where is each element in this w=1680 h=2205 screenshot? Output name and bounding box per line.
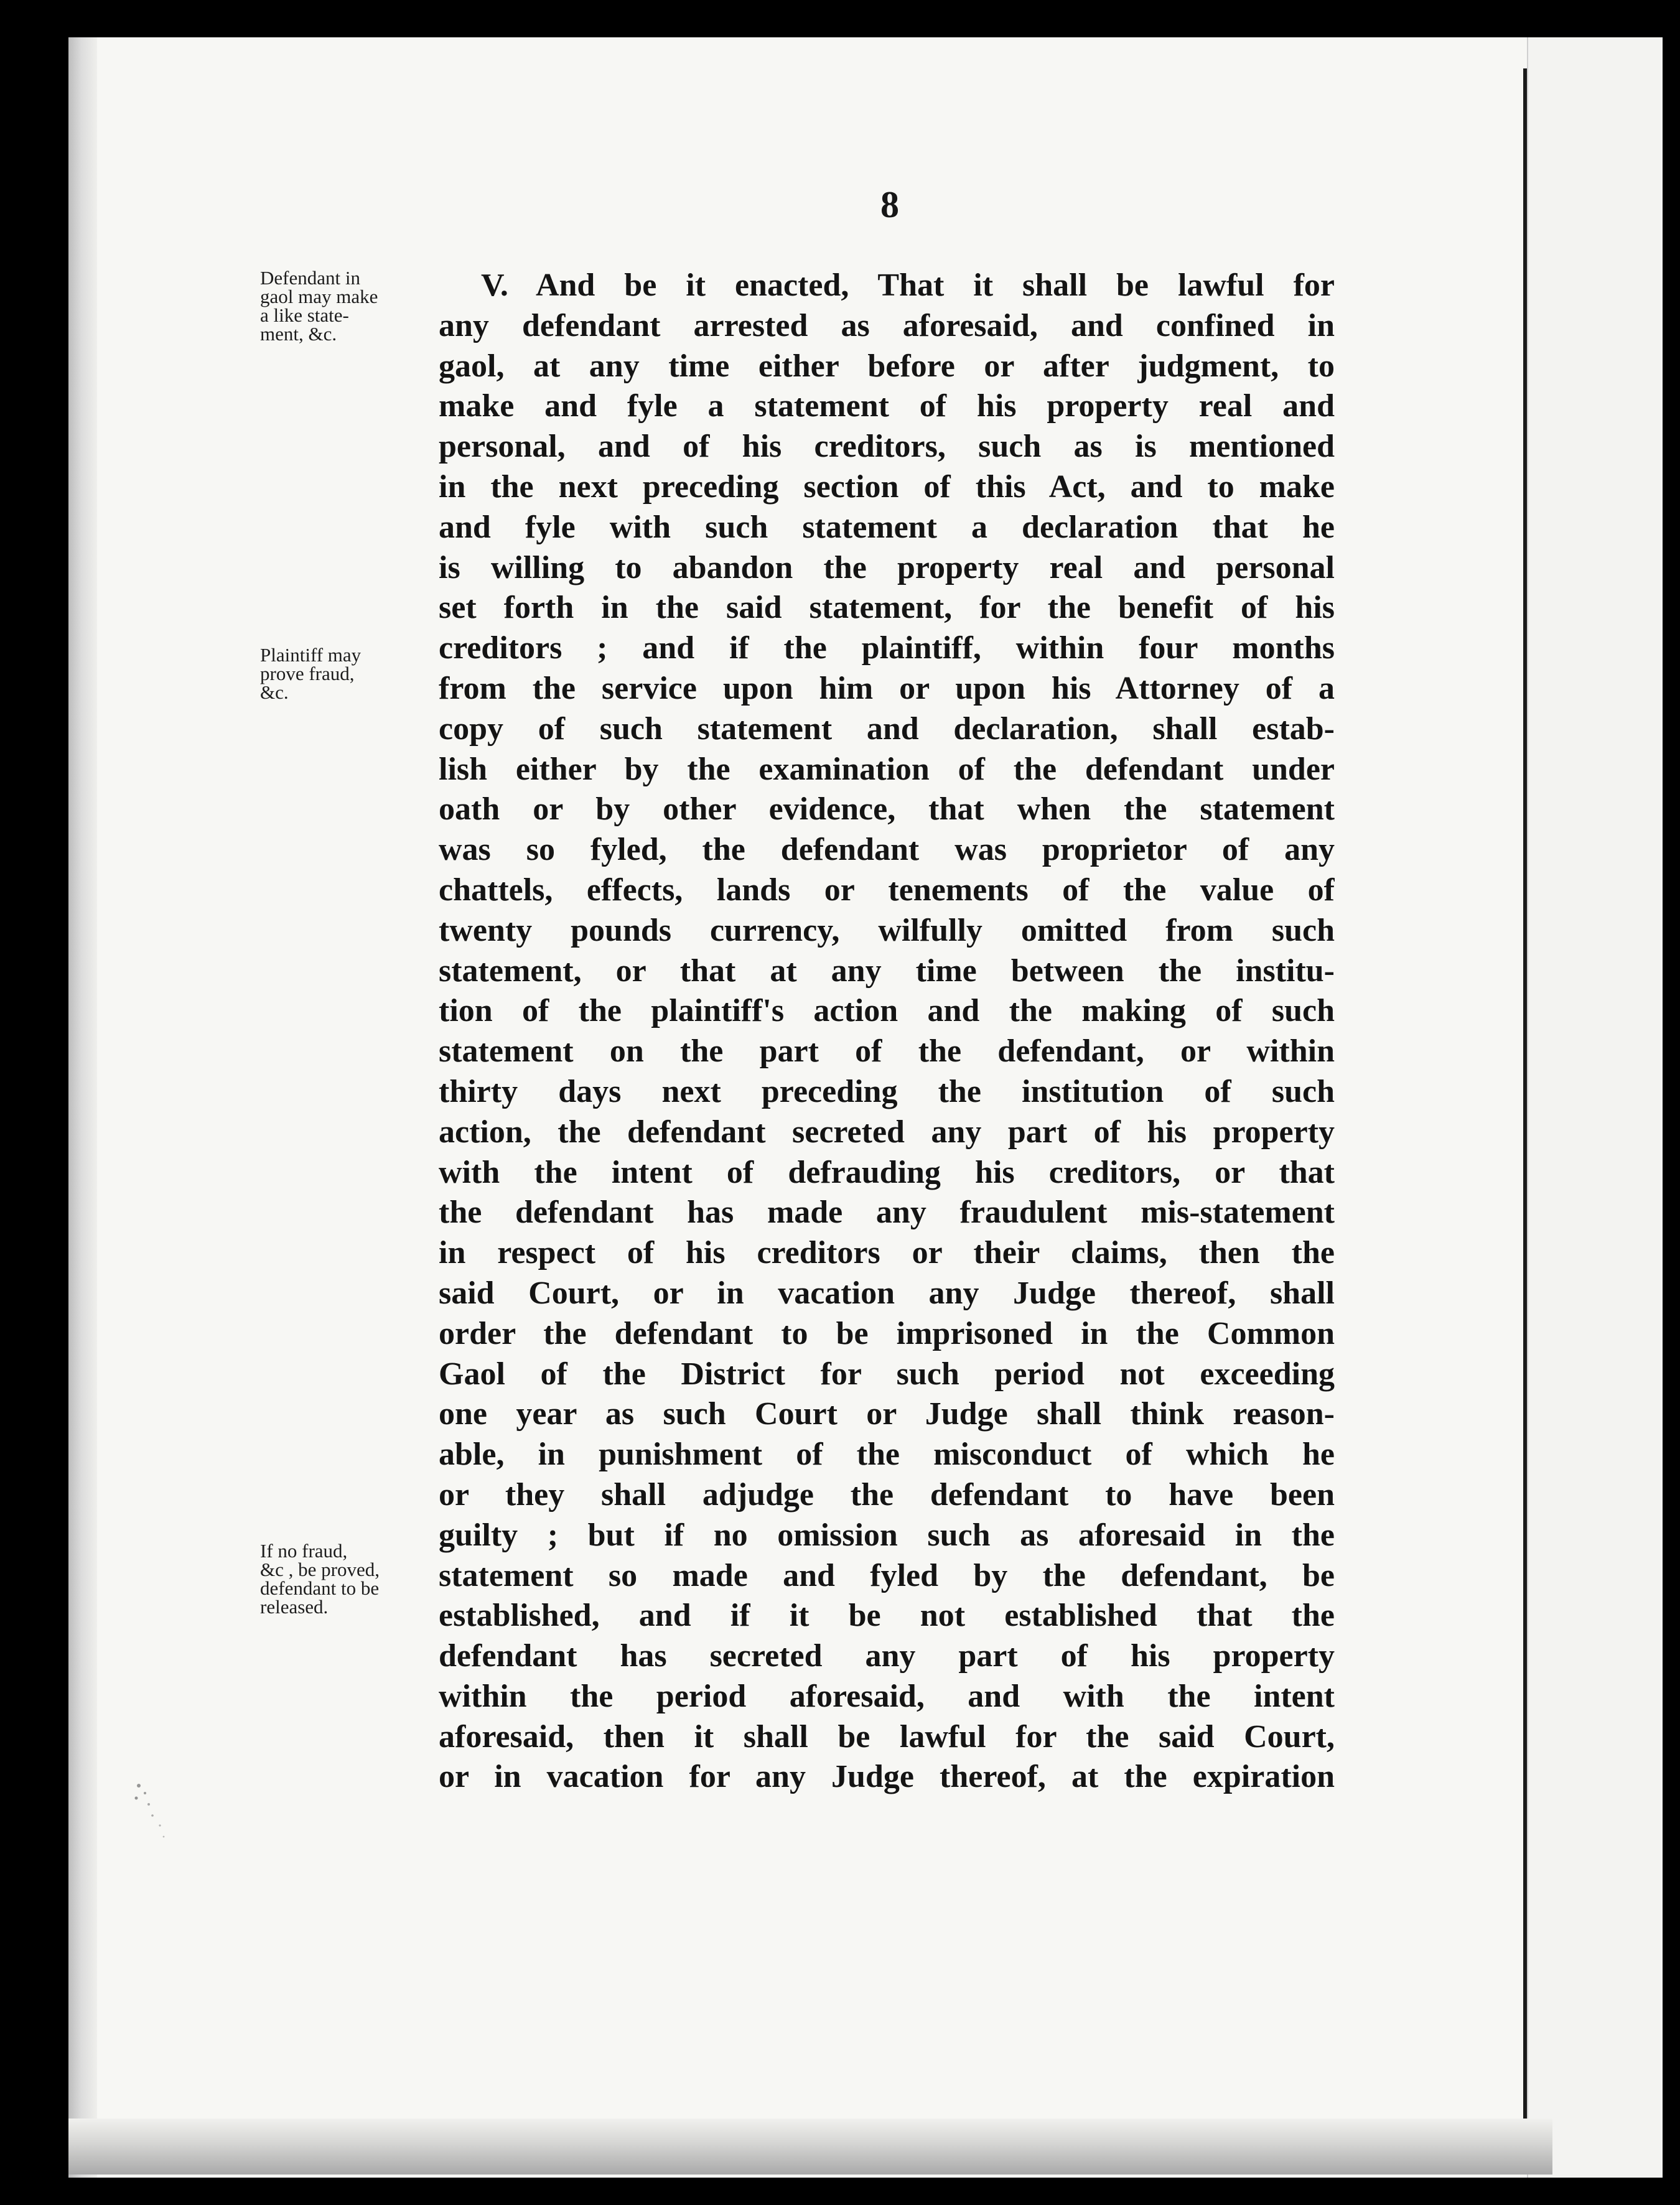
text-line: statement so made and fyled by the defendant, be bbox=[439, 1557, 1335, 1593]
text-line: and fyle with such statement a declaration that he bbox=[439, 509, 1335, 545]
text-line: was so fyled, the defendant was proprietor of any bbox=[439, 832, 1335, 868]
text-line: tion of the plaintiff's action and the making of such bbox=[439, 993, 1335, 1029]
margin-note-plaintiff-may-prove-fraud: Plaintiff may prove fraud, &c. bbox=[260, 644, 362, 703]
page-left-edge-shadow bbox=[68, 37, 97, 2178]
text-line: set forth in the said statement, for the benefit of his bbox=[439, 590, 1335, 626]
text-line: Gaol of the District for such period not exceeding bbox=[439, 1356, 1335, 1392]
text-line: or they shall adjudge the defendant to have been bbox=[439, 1476, 1335, 1513]
text-line: twenty pounds currency, wilfully omitted from such bbox=[439, 912, 1335, 948]
text-line: order the defendant to be imprisoned in the Common bbox=[439, 1315, 1335, 1351]
paper-blemish bbox=[128, 1779, 177, 1848]
page-fold-line bbox=[1523, 68, 1527, 2122]
text-line: defendant has secreted any part of his property bbox=[439, 1638, 1335, 1674]
page-number: 8 bbox=[880, 184, 899, 225]
text-line: statement, or that at any time between the institu- bbox=[439, 953, 1335, 989]
text-line: in the next preceding section of this Act, and to make bbox=[439, 469, 1335, 505]
text-line: lish either by the examination of the defendant under bbox=[439, 751, 1335, 787]
text-line: make and fyle a statement of his property real and bbox=[439, 388, 1335, 424]
text-line: action, the defendant secreted any part of his property bbox=[439, 1114, 1335, 1150]
margin-note-defendant-in-gaol: Defendant in gaol may make a like state- ment, &c. bbox=[260, 267, 378, 345]
text-line: thirty days next preceding the institution of such bbox=[439, 1073, 1335, 1109]
text-line: chattels, effects, lands or tenements of the value of bbox=[439, 872, 1335, 908]
blemish-mark bbox=[128, 1779, 177, 1848]
margin-note-if-no-fraud: If no fraud, &c , be proved, defendant to be released. bbox=[260, 1540, 380, 1618]
text-line: guilty ; but if no omission such as aforesaid in the bbox=[439, 1517, 1335, 1553]
text-line: from the service upon him or upon his Attorney of a bbox=[439, 670, 1335, 706]
text-line: V. And be it enacted, That it shall be lawful for bbox=[481, 268, 1335, 303]
text-line: creditors ; and if the plaintiff, within four months bbox=[439, 630, 1335, 666]
facing-page-strip bbox=[1527, 37, 1663, 2178]
text-line: in respect of his creditors or their claims, then the bbox=[439, 1235, 1335, 1271]
page-bottom-edge-shadow bbox=[68, 2119, 1552, 2175]
text-line: one year as such Court or Judge shall think reason- bbox=[439, 1396, 1335, 1432]
text-line: copy of such statement and declaration, shall estab- bbox=[439, 711, 1335, 747]
text-line: established, and if it be not established that the bbox=[439, 1598, 1335, 1634]
section-v-body-text bbox=[439, 266, 1335, 1797]
text-line: the defendant has made any fraudulent mis-statement bbox=[439, 1195, 1335, 1231]
text-line: able, in punishment of the misconduct of which he bbox=[439, 1437, 1335, 1473]
text-line: or in vacation for any Judge thereof, at the expiration bbox=[439, 1759, 1335, 1795]
text-line: with the intent of defrauding his creditors, or that bbox=[439, 1154, 1335, 1190]
text-line: is willing to abandon the property real and personal bbox=[439, 549, 1335, 585]
text-line: statement on the part of the defendant, or within bbox=[439, 1033, 1335, 1070]
text-line: any defendant arrested as aforesaid, and confined in bbox=[439, 307, 1335, 343]
text-line: said Court, or in vacation any Judge thereof, shall bbox=[439, 1275, 1335, 1311]
text-line: personal, and of his creditors, such as is mentioned bbox=[439, 429, 1335, 465]
text-line: within the period aforesaid, and with the intent bbox=[439, 1678, 1335, 1714]
text-line: gaol, at any time either before or after judgment, to bbox=[439, 348, 1335, 384]
text-line: oath or by other evidence, that when the statement bbox=[439, 791, 1335, 827]
text-line: aforesaid, then it shall be lawful for the said Court, bbox=[439, 1718, 1335, 1755]
